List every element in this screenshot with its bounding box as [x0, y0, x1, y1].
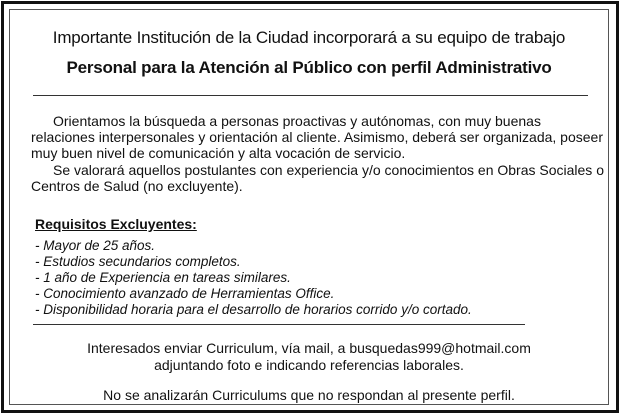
ad-heading-position: Personal para la Atención al Público con perfil Administrativo	[66, 58, 552, 77]
ad-heading-institution: Importante Institución de la Ciudad incorporará a su equipo de trabajo	[52, 28, 566, 47]
footer-note: No se analizarán Curriculums que no respondan al presente perfil.	[103, 387, 515, 403]
requirements-list	[35, 238, 472, 318]
requirement-item: - Disponibilidad horaria para el desarrollo de horarios corrido y/o cortado.	[35, 302, 472, 317]
contact-line-details: adjuntando foto e indicando referencias laborales.	[154, 356, 464, 373]
divider-top	[33, 95, 588, 96]
intro-text	[31, 113, 606, 194]
intro-paragraph-2: Se valorará aquellos postulantes con experiencia y/o conocimientos en Obras Sociales o Centros de Salud (no excluyente).	[31, 161, 604, 194]
requirement-item: - Estudios secundarios completos.	[35, 254, 241, 269]
ad-outer-border	[1, 1, 619, 413]
contact-line-email: Interesados enviar Curriculum, vía mail, a busquedas999@hotmail.com	[87, 340, 531, 356]
requirements-title: Requisitos Excluyentes:	[35, 216, 197, 232]
contact-info	[10, 340, 608, 373]
divider-bottom	[33, 324, 525, 325]
requirement-item: - Conocimiento avanzado de Herramientas Office.	[35, 286, 335, 301]
job-ad	[9, 9, 609, 405]
requirement-item: - Mayor de 25 años.	[35, 238, 156, 253]
requirement-item: - 1 año de Experiencia en tareas similares.	[35, 270, 291, 285]
intro-paragraph-1: Orientamos la búsqueda a personas proactivas y autónomas, con muy buenas relaciones interpersonales y orientación al cliente. Asimismo, deberá ser organizada, poseer muy buen nivel de comunicación y alta vocación de servicio.	[31, 113, 603, 162]
